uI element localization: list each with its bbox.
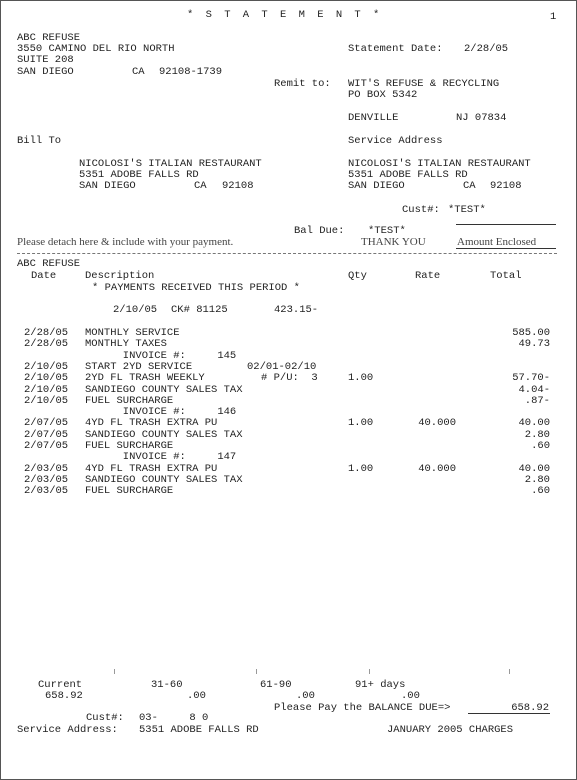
line-description: 2YD FL TRASH WEEKLY — [85, 372, 205, 384]
balance-due-label: Please Pay the BALANCE DUE=> — [274, 702, 451, 714]
bill-to-address: 5351 ADOBE FALLS RD — [79, 169, 199, 181]
line-total: 40.00 — [518, 463, 550, 475]
line-rate: 40.000 — [418, 463, 456, 475]
line-detail: 02/01-02/10 — [247, 361, 317, 373]
amount-enclosed-field-top — [456, 224, 556, 225]
columns-company: ABC REFUSE — [17, 258, 81, 270]
line-total: 40.00 — [518, 417, 550, 429]
aging-31-60-label: 31-60 — [151, 679, 183, 691]
payment-date: 2/10/05 — [113, 304, 158, 316]
bill-to-city: SAN DIEGO — [79, 180, 136, 192]
column-total: Total — [490, 270, 522, 282]
line-description: START 2YD SERVICE — [85, 361, 193, 373]
statement-title: * S T A T E M E N T * — [187, 9, 383, 21]
aging-current: 658.92 — [45, 690, 83, 702]
bill-to-name: NICOLOSI'S ITALIAN RESTAURANT — [79, 158, 262, 170]
balance-due-value: 658.92 — [511, 702, 549, 714]
cust-value: *TEST* — [448, 204, 486, 216]
company-name: ABC REFUSE — [17, 32, 81, 44]
payment-amount: 423.15- — [274, 304, 319, 316]
line-description: INVOICE #: 146 — [85, 406, 237, 418]
service-zip: 92108 — [490, 180, 522, 192]
bill-to-zip: 92108 — [222, 180, 254, 192]
line-date: 2/07/05 — [24, 429, 69, 441]
remit-city: DENVILLE — [348, 112, 399, 124]
page-number: 1 — [550, 11, 557, 23]
remit-po: PO BOX 5342 — [348, 89, 418, 101]
footer-cust-value: 03- 8 0 — [139, 712, 209, 724]
service-city: SAN DIEGO — [348, 180, 405, 192]
amount-enclosed-label: Amount Enclosed — [457, 236, 537, 248]
aging-current-label: Current — [38, 679, 83, 691]
line-total: 2.80 — [524, 429, 550, 441]
form-tick — [369, 669, 370, 674]
line-total: 57.70- — [512, 372, 550, 384]
payment-check: CK# 81125 — [171, 304, 228, 316]
line-date: 2/28/05 — [24, 338, 69, 350]
line-date: 2/10/05 — [24, 395, 69, 407]
payments-header: * PAYMENTS RECEIVED THIS PERIOD * — [92, 282, 300, 294]
footer-service-value: 5351 ADOBE FALLS RD — [139, 724, 259, 736]
line-date: 2/07/05 — [24, 417, 69, 429]
line-date: 2/03/05 — [24, 474, 69, 486]
service-address-label: Service Address — [348, 135, 443, 147]
line-total: 49.73 — [518, 338, 550, 350]
line-total: .60 — [531, 485, 550, 497]
bal-due-label: Bal Due: — [294, 225, 345, 237]
line-date: 2/03/05 — [24, 485, 69, 497]
statement-date-value: 2/28/05 — [464, 43, 509, 55]
line-description: FUEL SURCHARGE — [85, 395, 174, 407]
line-qty: 1.00 — [348, 463, 374, 475]
company-address2: SUITE 208 — [17, 54, 74, 66]
line-description: MONTHLY SERVICE — [85, 327, 180, 339]
line-description: INVOICE #: 147 — [85, 451, 237, 463]
form-tick — [509, 669, 510, 674]
footer-cust-label: Cust#: — [86, 712, 124, 724]
line-description: INVOICE #: 145 — [85, 350, 237, 362]
detach-instructions: Please detach here & include with your payment. — [17, 236, 234, 248]
footer-charges: JANUARY 2005 CHARGES — [387, 724, 514, 736]
column-date: Date — [31, 270, 57, 282]
aging-61-90-label: 61-90 — [260, 679, 292, 691]
line-total: .60 — [531, 440, 550, 452]
line-qty: 1.00 — [348, 417, 374, 429]
line-description: SANDIEGO COUNTY SALES TAX — [85, 474, 243, 486]
remit-state-zip: NJ 07834 — [456, 112, 507, 124]
line-date: 2/28/05 — [24, 327, 69, 339]
line-date: 2/10/05 — [24, 384, 69, 396]
detach-line — [17, 253, 557, 254]
line-description: MONTHLY TAXES — [85, 338, 167, 350]
column-description: Description — [85, 270, 155, 282]
aging-91: .00 — [401, 690, 420, 702]
line-date: 2/03/05 — [24, 463, 69, 475]
remit-name: WIT'S REFUSE & RECYCLING — [348, 78, 500, 90]
balance-due-underline — [468, 713, 550, 714]
amount-enclosed-underline — [456, 248, 556, 249]
remit-label: Remit to: — [274, 78, 331, 90]
thank-you: THANK YOU — [361, 236, 426, 248]
company-address1: 3550 CAMINO DEL RIO NORTH — [17, 43, 175, 55]
aging-61-90: .00 — [296, 690, 315, 702]
service-state: CA — [463, 180, 476, 192]
column-qty: Qty — [348, 270, 367, 282]
line-description: 4YD FL TRASH EXTRA PU — [85, 463, 218, 475]
line-description: FUEL SURCHARGE — [85, 485, 174, 497]
line-rate: 40.000 — [418, 417, 456, 429]
bill-to-label: Bill To — [17, 135, 62, 147]
line-date: 2/10/05 — [24, 361, 69, 373]
aging-91-label: 91+ days — [355, 679, 406, 691]
form-tick — [256, 669, 257, 674]
line-description: SANDIEGO COUNTY SALES TAX — [85, 384, 243, 396]
line-total: 4.04- — [518, 384, 550, 396]
form-tick — [114, 669, 115, 674]
line-description: 4YD FL TRASH EXTRA PU — [85, 417, 218, 429]
line-date: 2/07/05 — [24, 440, 69, 452]
line-total: 585.00 — [512, 327, 550, 339]
line-description: SANDIEGO COUNTY SALES TAX — [85, 429, 243, 441]
company-city: SAN DIEGO — [17, 66, 74, 78]
line-total: 2.80 — [524, 474, 550, 486]
service-name: NICOLOSI'S ITALIAN RESTAURANT — [348, 158, 531, 170]
line-total: .87- — [524, 395, 550, 407]
line-detail: # P/U: 3 — [261, 372, 318, 384]
company-state: CA — [132, 66, 145, 78]
statement-date-label: Statement Date: — [348, 43, 443, 55]
footer-service-label: Service Address: — [17, 724, 118, 736]
company-zip: 92108-1739 — [159, 66, 223, 78]
column-rate: Rate — [415, 270, 441, 282]
service-address: 5351 ADOBE FALLS RD — [348, 169, 468, 181]
bal-due-value: *TEST* — [368, 225, 406, 237]
line-date: 2/10/05 — [24, 372, 69, 384]
line-description: FUEL SURCHARGE — [85, 440, 174, 452]
cust-label: Cust#: — [402, 204, 440, 216]
line-qty: 1.00 — [348, 372, 374, 384]
bill-to-state: CA — [194, 180, 207, 192]
aging-31-60: .00 — [187, 690, 206, 702]
